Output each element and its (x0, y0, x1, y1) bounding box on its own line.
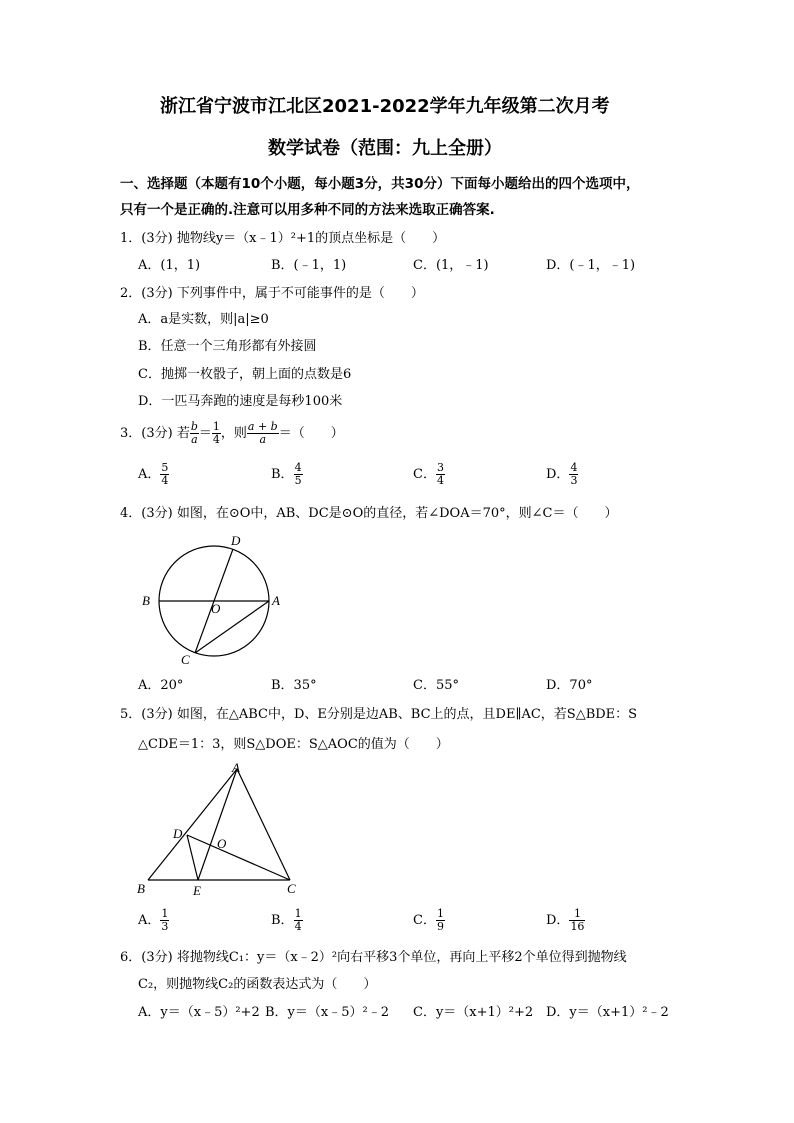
question-3-fraction-b-over-a: $\frac{b}{a}$ (190, 420, 198, 446)
question-3-option-a: A． $\frac{5}{4}$ (138, 461, 169, 487)
question-2-option-c: C．抛掷一枚骰子，朝上面的点数是6 (138, 367, 352, 382)
question-6-option-c: C．y＝（x+1）²+2 (413, 1005, 534, 1020)
label-c: C (181, 652, 190, 667)
question-4-option-c: C．55° (413, 678, 459, 693)
label-b: B (137, 881, 145, 896)
label-d: D (231, 533, 241, 548)
question-3-option-c: C． $\frac{3}{4}$ (413, 461, 444, 487)
page-title-line2: 数学试卷（范围：九上全册） (268, 138, 502, 159)
question-2-option-a: A．a是实数，则|a|≥0 (138, 312, 269, 327)
chord-ca (195, 601, 269, 653)
question-4-option-d: D．70° (546, 678, 593, 693)
question-3-fraction-a-plus-b-over-a: $\frac{a + b}{a}$ (247, 420, 278, 446)
question-4-option-a: A．20° (138, 678, 184, 693)
segment-de (187, 835, 198, 880)
question-1-option-c: C．(1，﹣1) (413, 258, 489, 273)
label-c: C (287, 881, 296, 896)
question-1-stem: 1．(3分) 抛物线y＝（x﹣1）²+1的顶点坐标是（ ） (120, 231, 446, 246)
question-3-stem (120, 421, 344, 445)
question-5-option-d: D． $\frac{1}{16}$ (546, 907, 585, 933)
question-4-stem: 4．(3分) 如图，在⊙O中，AB、DC是⊙O的直径，若∠DOA＝70°，则∠C＝（ ） (120, 506, 618, 521)
side-ab (148, 769, 237, 880)
page-title-line1: 浙江省宁波市江北区2021-2022学年九年级第二次月考 (160, 96, 610, 117)
question-3-equals: ＝ (198, 425, 212, 441)
section-heading-line1: 一、选择题（本题有10个小题，每小题3分，共30分）下面每小题给出的四个选项中， (120, 176, 640, 192)
question-6-stem-line2: C₂，则抛物线C₂的函数表达式为（ ） (138, 977, 377, 992)
question-2-option-d: D．一匹马奔跑的速度是每秒100米 (138, 394, 343, 409)
label-d: D (173, 826, 183, 841)
segment-dc (187, 835, 290, 880)
question-5-option-c: C． $\frac{1}{9}$ (413, 907, 444, 933)
question-3-suffix: ＝（ ） (278, 425, 344, 441)
label-o: O (217, 836, 227, 851)
question-4-option-b: B．35° (271, 678, 317, 693)
question-3-fraction-one-quarter: $\frac{1}{4}$ (212, 420, 220, 446)
question-1-option-a: A．(1，1) (138, 258, 201, 273)
question-5-stem-line1: 5．(3分) 如图，在△ABC中，D、E分别是边AB、BC上的点，且DE∥AC，若S△BDE：S (120, 707, 638, 722)
label-a: A (232, 760, 240, 775)
question-2-option-b: B．任意一个三角形都有外接圆 (138, 339, 317, 354)
question-5-triangle-diagram (130, 760, 310, 900)
question-5-option-b: B． $\frac{1}{4}$ (271, 907, 302, 933)
question-6-option-b: B．y＝（x﹣5）²﹣2 (265, 1005, 389, 1020)
question-6-option-a: A．y＝（x﹣5）²+2 (138, 1005, 260, 1020)
question-4-circle-diagram (130, 530, 300, 670)
question-5-option-a: A． $\frac{1}{3}$ (138, 907, 169, 933)
segment-ea (198, 769, 237, 880)
question-2-stem: 2．(3分) 下列事件中，属于不可能事件的是（ ） (120, 286, 424, 301)
question-3-option-d: D． $\frac{4}{3}$ (546, 461, 578, 487)
label-a: A (272, 593, 280, 608)
question-5-stem-line2: △CDE＝1：3，则S△DOE：S△AOC的值为（ ） (138, 737, 449, 752)
question-3-prefix: 3．(3分) 若 (120, 425, 190, 441)
label-b: B (142, 593, 150, 608)
question-1-option-d: D．(﹣1，﹣1) (546, 258, 636, 273)
question-3-then: ，则 (220, 425, 247, 441)
label-o: O (211, 601, 221, 616)
question-6-option-d: D．y＝（x+1）²﹣2 (546, 1005, 669, 1020)
section-heading-line2: 只有一个是正确的.注意可以用多种不同的方法来选取正确答案. (120, 202, 495, 218)
question-3-option-b: B． $\frac{4}{5}$ (271, 461, 302, 487)
side-ac (237, 769, 290, 880)
question-6-stem-line1: 6．(3分) 将抛物线C₁：y＝（x﹣2）²向右平移3个单位，再向上平移2个单位得到抛物线 (120, 950, 627, 965)
label-e: E (193, 883, 201, 898)
question-1-option-b: B．(﹣1，1) (271, 258, 347, 273)
